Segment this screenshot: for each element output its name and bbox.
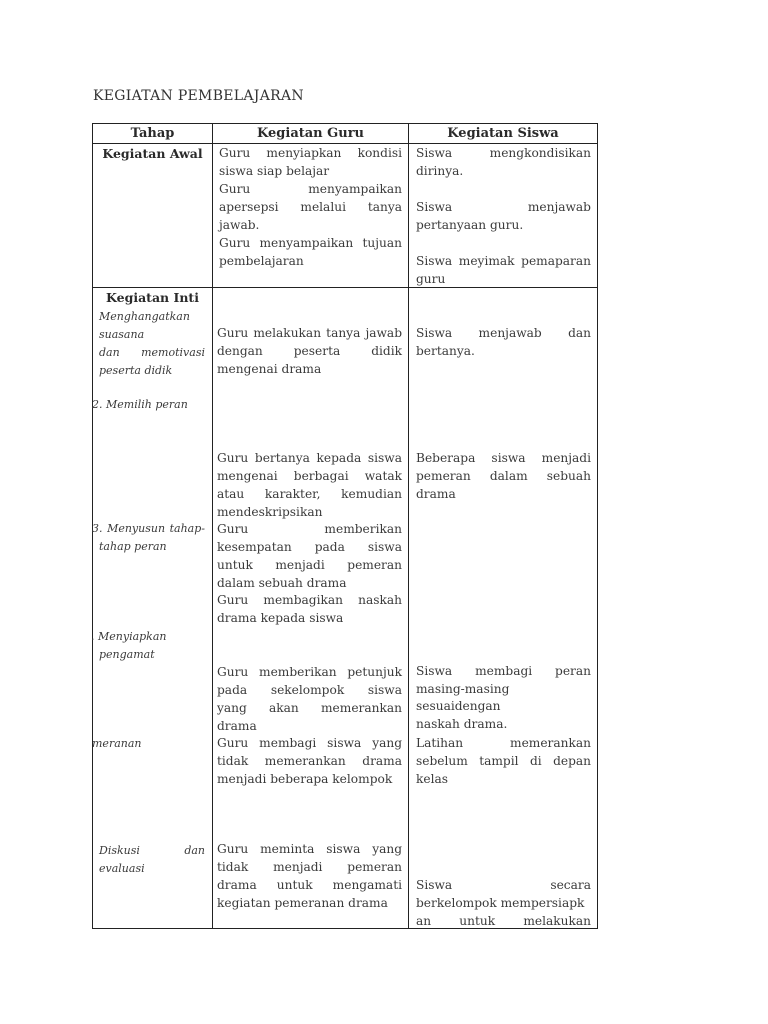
stage-kegiatan-awal: Kegiatan Awal [102, 146, 203, 161]
guru-awal-3: Guru menyampaikan tujuan pembelajaran [219, 236, 402, 268]
header-tahap: Tahap [130, 126, 175, 141]
header-kegiatan-siswa: Kegiatan Siswa [447, 126, 559, 141]
siswa-awal-2: Siswa menjawab pertanyaan guru. [416, 200, 591, 232]
step-menghangatkan-suasana: Menghangatkan suasana dan memotivasi peserta didik [99, 310, 205, 377]
stage-kegiatan-inti: Kegiatan Inti [106, 290, 199, 305]
siswa-inti-4: Latihan memerankan sebelum tampil di depan kelas [416, 736, 591, 786]
guru-awal-2: Guru menyampaikan apersepsi melalui tanya jawab. [219, 182, 402, 232]
guru-inti-6: Guru membagi siswa yang tidak memerankan drama menjadi beberapa kelompok [217, 736, 402, 786]
guru-inti-4: Guru membagikan naskah drama kepada siswa [217, 593, 402, 625]
siswa-inti-5: Siswa secara berkelompok mempersiapk an untuk melakukan [416, 878, 591, 928]
siswa-inti-3: Siswa membagi peran masing-masing sesuaidengan naskah drama. [416, 664, 591, 731]
header-kegiatan-guru: Kegiatan Guru [257, 126, 364, 141]
guru-inti-2: Guru bertanya kepada siswa mengenai berbagai watak atau karakter, kemudian mendeskripsikan [217, 451, 402, 519]
document-title: KEGIATAN PEMBELAJARAN [93, 88, 304, 104]
siswa-awal-1: Siswa mengkondisikan dirinya. [416, 146, 591, 178]
column-divider [408, 124, 409, 928]
guru-inti-5: Guru memberikan petunjuk pada sekelompok siswa yang akan memerankan drama [217, 665, 402, 733]
siswa-inti-2: Beberapa siswa menjadi pemeran dalam sebuah drama [416, 451, 591, 501]
siswa-inti-1: Siswa menjawab dan bertanya. [416, 326, 591, 358]
step-meranan: meranan [92, 737, 142, 750]
column-divider [212, 124, 213, 928]
guru-awal-1: Guru menyiapkan kondisi siswa siap belajar [219, 146, 402, 178]
guru-inti-1: Guru melakukan tanya jawab dengan peserta didik mengenai drama [217, 326, 402, 376]
guru-inti-7: Guru meminta siswa yang tidak menjadi pemeran drama untuk mengamati kegiatan pemeranan drama [217, 842, 402, 910]
step-menyusun-tahap-peran: 3. Menyusun tahap- tahap peran [92, 522, 205, 553]
step-diskusi-evaluasi: Diskusi dan evaluasi [99, 844, 205, 875]
step-memilih-peran: 2. Memilih peran [92, 398, 188, 411]
lesson-activity-table [92, 123, 598, 929]
guru-inti-3: Guru memberikan kesempatan pada siswa untuk menjadi pemeran dalam sebuah drama [217, 522, 402, 590]
siswa-awal-3: Siswa meyimak pemaparan guru [416, 254, 591, 286]
step-menyiapkan-pengamat: . Menyiapkan pengamat [91, 630, 167, 661]
